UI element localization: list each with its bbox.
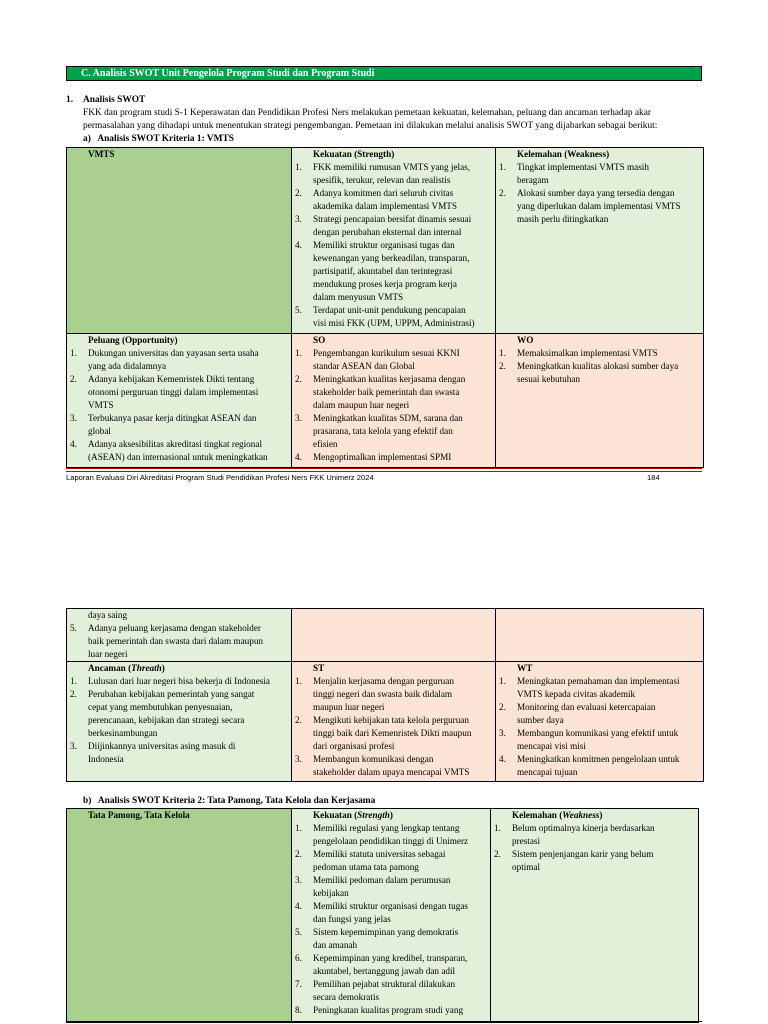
list-item-line: Diijinkannya universitas asing masuk di: [88, 741, 236, 751]
list-item: [295, 412, 493, 451]
strength-2-header: Kekuatan (Strength): [313, 810, 393, 820]
list-item-line: dengan perubahan eksternal dan internal: [313, 227, 462, 237]
list-item-line: luar negeri: [88, 649, 128, 659]
list-item-line: Adanya peluang kerjasama dengan stakeholder: [88, 623, 261, 633]
so-cell: [292, 334, 496, 468]
list-item-line: Monitoring dan evaluasi ketercapaian: [517, 702, 656, 712]
list-item-line: Adanya aksesibilitas akreditasi tingkat regional: [88, 439, 263, 449]
list-item-line: dalam menyusun VMTS: [313, 292, 404, 302]
list-item-number: 5.: [70, 623, 77, 633]
list-item: [295, 874, 488, 900]
list-item: [70, 740, 289, 766]
list-item-line: Perubahan kebijakan pemerintah yang sangat: [88, 689, 255, 699]
list-item-line: Sistem kepemimpinan yang demokratis: [313, 927, 459, 937]
list-item-number: 3.: [295, 754, 302, 764]
list-item-line: Meningkatkan kualitas kerjasama dengan: [313, 374, 466, 384]
list-item-line: Belum optimalnya kinerja berdasarkan: [512, 823, 655, 833]
list-item-line: pedoman utama tata pamong: [313, 862, 419, 872]
footer-text: Laporan Evaluasi Diri Akreditasi Program Studi Pendidikan Profesi Ners FKK Unimerz 2024: [66, 473, 374, 482]
list-item: [70, 675, 289, 688]
list-item-line: akademika dalam implementasi VMTS: [313, 201, 457, 211]
threat-header: Ancaman (Threath): [88, 663, 165, 673]
list-item: [295, 675, 493, 714]
list-item-line: Meningkatkan komitmen pengelolaan untuk: [517, 754, 680, 764]
list-item-number: 4.: [70, 439, 77, 449]
footer-rule-bottom: [66, 471, 702, 472]
list-item: [295, 161, 493, 187]
opportunity-continued-cell: [67, 609, 292, 662]
list-item: [70, 688, 289, 740]
strength-list: [295, 161, 493, 330]
list-item-line: Adanya komitmen dari seluruh civitas: [313, 188, 454, 198]
list-item-line: Memiliki struktur organisasi dengan tugas: [313, 901, 468, 911]
list-item-line: Menjalin kerjasama dengan perguruan: [313, 676, 454, 686]
list-item-line: Membangun komunikasi yang efektif untuk: [517, 728, 679, 738]
so-continued-cell: [292, 609, 496, 662]
list-item-number: 2.: [70, 374, 77, 384]
list-item: [494, 848, 696, 874]
list-item: [499, 701, 701, 727]
list-item-line: yang ada didalamnya: [88, 361, 167, 371]
list-item: [295, 900, 488, 926]
list-item-line: Terbukanya pasar kerja ditingkat ASEAN dan: [88, 413, 257, 423]
list-item-number: 4.: [295, 452, 302, 462]
list-item-line: (ASEAN) dan internasional untuk meningkatkan: [88, 452, 268, 462]
list-item-line: Mengikuti kebijakan tata kelola perguruan: [313, 715, 469, 725]
weakness-header: Kelemahan (Weakness): [517, 149, 610, 159]
list-item-number: 1.: [499, 162, 506, 172]
list-item-line: akuntabel, bertanggung jawab dan adil: [313, 966, 456, 976]
list-item: [295, 753, 493, 779]
list-item-line: perencanaan, kebijakan dan strategi secara: [88, 715, 245, 725]
list-item-line: Meningkatkan kualitas SDM, sarana dan: [313, 413, 463, 423]
list-item-line: mendukung proses kerja program kerja: [313, 279, 457, 289]
list-item: [70, 412, 289, 438]
list-item: [499, 347, 701, 360]
list-item-line: FKK memiliki rumusan VMTS yang jelas,: [313, 162, 471, 172]
intro-paragraph-line-2: permasalahan yang dihadapi untuk menentukan strategi pengembangan. Pemetaan ini dilakukan melalui analisis SWOT yang dijabarkan sebagai berikut:: [83, 121, 658, 131]
list-item: [499, 753, 701, 779]
list-item: [295, 304, 493, 330]
list-item-number: 3.: [295, 413, 302, 423]
list-item-line: Sistem penjenjangan karir yang belum: [512, 849, 654, 859]
list-item: [295, 926, 488, 952]
opportunity-continued-text: daya saing: [88, 610, 128, 620]
wo-header: WO: [517, 335, 534, 345]
footer-rule-top: [66, 468, 702, 469]
swot-table-kriteria-2: [66, 808, 699, 1023]
list-item-line: baik pemerintah dan swasta dari dalam maupun: [88, 636, 264, 646]
list-item-number: 7.: [295, 979, 302, 989]
intro-paragraph-line-1: FKK dan program studi S-1 Keperawatan dan Pendidikan Profesi Ners melakukan pemetaan kekuatan, kelemahan, peluang dan ancaman terhadap akar: [83, 108, 652, 118]
list-item-line: yang diperlukan dalam implementasi VMTS: [517, 201, 681, 211]
strength-cell: [292, 148, 496, 334]
strength-2-cell: [292, 809, 491, 1023]
list-item: [295, 1004, 488, 1017]
list-item: [295, 239, 493, 304]
list-item-line: Memiliki regulasi yang lengkap tentang: [313, 823, 460, 833]
list-item-line: kewenangan yang berkeadilan, transparan,: [313, 253, 470, 263]
list-item: [295, 714, 493, 753]
swot-table-kriteria-1-continued: [66, 608, 704, 782]
list-item-line: stakeholder baik pemerintah dan swasta: [313, 387, 460, 397]
wt-list: [499, 675, 701, 779]
list-item-number: 5.: [295, 927, 302, 937]
page-number: 184: [647, 473, 660, 482]
list-item-number: 1.: [295, 823, 302, 833]
list-item-line: Dukungan universitas dan yayasan serta usaha: [88, 348, 259, 358]
page-footer: [66, 473, 702, 482]
list-item-number: 1.: [499, 348, 506, 358]
list-item-number: 1.: [295, 162, 302, 172]
list-item: [499, 360, 701, 386]
list-item-line: berkesinambungan: [88, 728, 158, 738]
subsection-title: Analisis SWOT: [83, 95, 146, 105]
list-item: [295, 187, 493, 213]
strength-2-list: [295, 822, 488, 1017]
list-item-line: dari organisasi profesi: [313, 741, 395, 751]
list-item-line: secara demokratis: [313, 992, 380, 1002]
so-header: SO: [313, 335, 326, 345]
strength-header: Kekuatan (Strength): [313, 149, 395, 159]
list-item-line: dalam maupun luar negeri: [313, 400, 410, 410]
opportunity-cell: [67, 334, 292, 468]
swot-table-kriteria-1: [66, 147, 704, 468]
list-item-line: sumber daya: [517, 715, 564, 725]
list-item-number: 2.: [499, 361, 506, 371]
wo-continued-cell: [496, 609, 704, 662]
so-list: [295, 347, 493, 464]
list-item-line: VMTS kepada civitas akademik: [517, 689, 636, 699]
list-item: [295, 978, 488, 1004]
list-item-number: 3.: [295, 214, 302, 224]
list-item-line: visi misi FKK (UPM, UPPM, Administrasi): [313, 318, 475, 328]
list-item-number: 1.: [494, 823, 501, 833]
wo-list: [499, 347, 701, 386]
section-title: C. Analisis SWOT Unit Pengelola Program Studi dan Program Studi: [81, 68, 375, 79]
list-item-line: sesuai kebutuhan: [517, 374, 581, 384]
weakness-2-list: [494, 822, 696, 874]
list-item-number: 6.: [295, 953, 302, 963]
list-item: [295, 213, 493, 239]
list-item-number: 5.: [295, 305, 302, 315]
list-item-number: 2.: [70, 689, 77, 699]
list-item-line: otonomi perguruan tinggi dalam implementasi: [88, 387, 259, 397]
list-item-number: 2.: [295, 188, 302, 198]
list-item-number: 4.: [295, 240, 302, 250]
weakness-2-header: Kelemahan (Weakness): [512, 810, 603, 820]
list-item-line: Indonesia: [88, 754, 124, 764]
list-item-line: Terdapat unit-unit pendukung pencapaian: [313, 305, 466, 315]
list-item: [295, 952, 488, 978]
list-item-number: 4.: [499, 754, 506, 764]
wt-header: WT: [517, 663, 533, 673]
list-item-line: efisien: [313, 439, 338, 449]
opportunity-header: Peluang (Opportunity): [88, 335, 178, 345]
list-item-number: 1.: [70, 676, 77, 686]
list-item: [295, 373, 493, 412]
tata-pamong-header: Tata Pamong, Tata Kelola: [88, 810, 190, 820]
list-item-line: stakeholder dalam upaya mencapai VMTS: [313, 767, 470, 777]
list-item-line: Pengembangan kurikulum sesuai KKNI: [313, 348, 460, 358]
list-item-line: Adanya kebijakan Kemenristek Dikti tentang: [88, 374, 255, 384]
list-item-number: 2.: [499, 702, 506, 712]
list-item: [499, 727, 701, 753]
list-item-line: standar ASEAN dan Global: [313, 361, 415, 371]
list-item: [499, 675, 701, 701]
list-item: [70, 347, 289, 373]
page-bottom-rule: [66, 1021, 702, 1022]
list-item: [70, 373, 289, 412]
list-item-line: Peningkatan kualitas program studi yang: [313, 1005, 464, 1015]
list-item-line: Tingkat implementasi VMTS masih: [517, 162, 649, 172]
list-item-line: spesifik, terukur, relevan dan realistis: [313, 175, 451, 185]
list-item-number: 2.: [295, 715, 302, 725]
list-item-line: VMTS: [88, 400, 114, 410]
list-item-line: maupun luar negeri: [313, 702, 385, 712]
list-item-number: 4.: [295, 901, 302, 911]
list-item-line: Memiliki pedoman dalam perumusan: [313, 875, 451, 885]
tata-pamong-cell: [67, 809, 292, 1023]
list-item-line: Memaksimalkan implementasi VMTS: [517, 348, 658, 358]
list-item-line: kebijakan: [313, 888, 349, 898]
list-item-line: beragam: [517, 175, 549, 185]
list-item: [494, 822, 696, 848]
list-item-number: 2.: [494, 849, 501, 859]
list-item-line: masih perlu ditingkatkan: [517, 214, 609, 224]
wo-cell: [496, 334, 704, 468]
list-item-line: Lulusan dari luar negeri bisa bekerja di Indonesia: [88, 676, 270, 686]
list-item-number: 1.: [499, 676, 506, 686]
list-item-number: 8.: [295, 1005, 302, 1015]
list-item-line: dan amanah: [313, 940, 358, 950]
list-item: [295, 347, 493, 373]
list-item-line: Memiliki struktur organisasi tugas dan: [313, 240, 455, 250]
list-item-number: 1.: [70, 348, 77, 358]
subsection-number: 1.: [66, 95, 74, 105]
list-item-line: tinggi baik dari Kemenristek Dikti maupun: [313, 728, 472, 738]
list-item-number: 3.: [295, 875, 302, 885]
list-item-line: Alokasi sumber daya yang tersedia dengan: [517, 188, 675, 198]
list-item-line: Pemilihan pejabat struktural dilakukan: [313, 979, 456, 989]
wt-cell: [496, 662, 704, 782]
list-item-line: partisipatif, akuntabel dan terintegrasi: [313, 266, 453, 276]
st-list: [295, 675, 493, 779]
weakness-2-cell: [491, 809, 699, 1023]
list-item: [295, 451, 493, 464]
st-header: ST: [313, 663, 325, 673]
list-item: [499, 161, 701, 187]
list-item-line: cepat yang membutuhkan penyesuaian,: [88, 702, 233, 712]
list-item-line: Memiliki statuta universitas sebagai: [313, 849, 446, 859]
list-item-line: optimal: [512, 862, 541, 872]
st-cell: [292, 662, 496, 782]
list-item-number: 1.: [295, 348, 302, 358]
list-item-line: Mengoptimalkan implementasi SPMI: [313, 452, 452, 462]
weakness-cell: [496, 148, 704, 334]
vmts-cell: [67, 148, 292, 334]
list-item-number: 3.: [499, 728, 506, 738]
list-item-line: prestasi: [512, 836, 541, 846]
list-item-line: Meningkatan pemahaman dan implementasi: [517, 676, 680, 686]
kriteria-1-title: a) Analisis SWOT Kriteria 1: VMTS: [83, 134, 234, 144]
threat-cell: [67, 662, 292, 782]
opportunity-list: [70, 347, 289, 464]
list-item-line: Meningkatkan kualitas alokasi sumber daya: [517, 361, 679, 371]
list-item-line: Membangun komunikasi dengan: [313, 754, 434, 764]
list-item-number: 2.: [295, 374, 302, 384]
vmts-header: VMTS: [88, 149, 115, 159]
list-item-line: prasarana, tata kelola yang efektif dan: [313, 426, 453, 436]
list-item-line: mencapai tujuan: [517, 767, 578, 777]
list-item-line: global: [88, 426, 111, 436]
list-item-number: 3.: [70, 413, 77, 423]
list-item-line: Strategi pencapaian bersifat dinamis sesuai: [313, 214, 472, 224]
list-item-number: 2.: [499, 188, 506, 198]
list-item-line: mencapai visi misi: [517, 741, 586, 751]
list-item: [295, 848, 488, 874]
list-item-line: pengelolaan pendidikan tinggi di Unimerz: [313, 836, 469, 846]
list-item: [295, 822, 488, 848]
weakness-list: [499, 161, 701, 226]
section-title-bar: [66, 66, 702, 81]
list-item: [70, 622, 289, 661]
threat-list: [70, 675, 289, 766]
list-item-number: 3.: [70, 741, 77, 751]
opportunity-list-continued: [70, 622, 289, 661]
kriteria-2-title: b) Analisis SWOT Kriteria 2: Tata Pamong, Tata Kelola dan Kerjasama: [83, 796, 376, 806]
list-item-line: Kepemimpinan yang kredibel, transparan,: [313, 953, 468, 963]
list-item-number: 1.: [295, 676, 302, 686]
list-item-line: tinggi negeri dan swasta baik didalam: [313, 689, 453, 699]
list-item-line: dan fungsi yang jelas: [313, 914, 391, 924]
list-item: [70, 438, 289, 464]
list-item: [499, 187, 701, 226]
list-item-number: 2.: [295, 849, 302, 859]
